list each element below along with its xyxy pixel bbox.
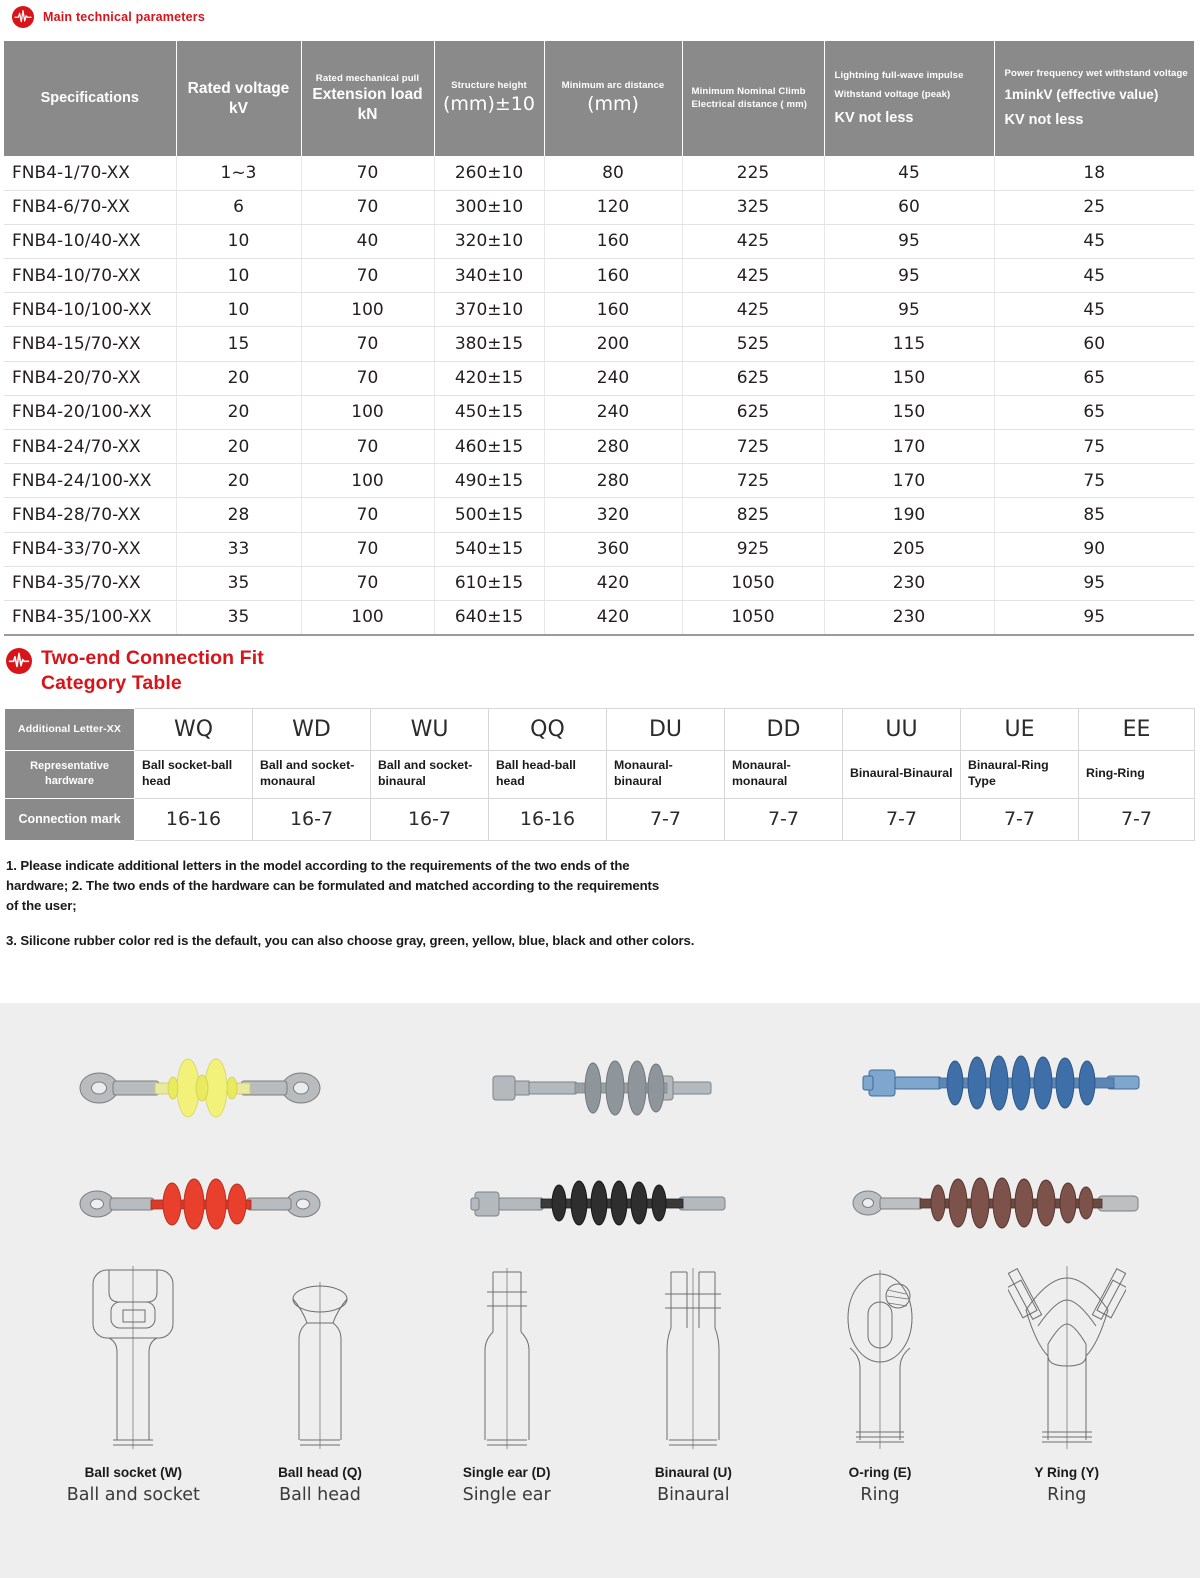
cell-value: 825 bbox=[682, 498, 824, 532]
col-header-rated-voltage-label: Rated voltage kV bbox=[187, 80, 290, 117]
cell-value: 525 bbox=[682, 327, 824, 361]
cell-value: 25 bbox=[994, 190, 1194, 224]
cell-value: 6 bbox=[176, 190, 301, 224]
cell-value: 15 bbox=[176, 327, 301, 361]
table-row bbox=[4, 395, 1194, 429]
col-header-power-frequency-sub2: 1minkV (effective value) bbox=[1004, 87, 1159, 103]
cell-value: 100 bbox=[301, 464, 434, 498]
cell-value: 70 bbox=[301, 361, 434, 395]
conn-hardware-cell: Binaural-Binaural bbox=[843, 750, 961, 798]
cell-value: 320 bbox=[544, 498, 682, 532]
cell-value: 425 bbox=[682, 293, 824, 327]
cell-value: 150 bbox=[824, 395, 994, 429]
cell-value: 280 bbox=[544, 464, 682, 498]
col-header-extension-load-label: Extension load kN bbox=[312, 86, 423, 123]
fitting-label-bold-0: Ball socket (W) bbox=[84, 1465, 183, 1480]
connection-fit-title bbox=[41, 646, 264, 696]
cell-value: 340±10 bbox=[434, 259, 544, 293]
cell-value: 925 bbox=[682, 532, 824, 566]
note-item-1: 1. Please indicate additional letters in the model according to the requirements of the two ends of the hardware; 2. The two ends of the hardware can be formulated and matched according to the requirements of the user; bbox=[6, 857, 660, 913]
cell-value: 70 bbox=[301, 566, 434, 600]
cell-value: 625 bbox=[682, 395, 824, 429]
fitting-label-bold-5: Y Ring (Y) bbox=[1034, 1465, 1100, 1480]
cell-specification: FNB4-15/70-XX bbox=[4, 327, 176, 361]
cell-value: 320±10 bbox=[434, 224, 544, 258]
cell-value: 1~3 bbox=[176, 156, 301, 190]
brand-pulse-logo-icon-secondary bbox=[6, 648, 32, 674]
cell-value: 70 bbox=[301, 532, 434, 566]
conn-row-label-hardware: Representative hardware bbox=[5, 750, 135, 798]
fitting-ball-head bbox=[227, 1259, 414, 1505]
cell-value: 150 bbox=[824, 361, 994, 395]
fitting-y-ring bbox=[973, 1259, 1160, 1505]
conn-mark-cell: 16-16 bbox=[489, 798, 607, 840]
cell-specification: FNB4-24/100-XX bbox=[4, 464, 176, 498]
cell-value: 20 bbox=[176, 361, 301, 395]
table-row bbox=[4, 293, 1194, 327]
conn-hardware-cell: Binaural-Ring Type bbox=[961, 750, 1079, 798]
cell-value: 640±15 bbox=[434, 600, 544, 634]
table-row bbox=[4, 156, 1194, 190]
conn-hardware-cell: Monaural-binaural bbox=[607, 750, 725, 798]
col-header-specifications-label: Specifications bbox=[40, 90, 139, 107]
conn-hardware-cell: Ring-Ring bbox=[1079, 750, 1195, 798]
cell-value: 420±15 bbox=[434, 361, 544, 395]
conn-hardware-cell: Ball socket-ball head bbox=[135, 750, 253, 798]
cell-specification: FNB4-28/70-XX bbox=[4, 498, 176, 532]
col-header-specifications bbox=[4, 41, 176, 156]
cell-specification: FNB4-10/40-XX bbox=[4, 224, 176, 258]
product-gallery bbox=[0, 1003, 1200, 1578]
cell-value: 35 bbox=[176, 566, 301, 600]
cell-value: 33 bbox=[176, 532, 301, 566]
ball-head-drawing-icon bbox=[266, 1259, 374, 1449]
conn-hardware-cell: Ball head-ball head bbox=[489, 750, 607, 798]
y-ring-drawing-icon bbox=[1008, 1259, 1126, 1449]
ball-socket-drawing-icon bbox=[79, 1259, 187, 1449]
col-header-power-frequency-sub: Power frequency wet withstand voltage bbox=[1004, 67, 1188, 79]
product-photo-blue-insulator bbox=[800, 1003, 1200, 1141]
col-header-power-frequency bbox=[994, 41, 1194, 156]
cell-value: 1050 bbox=[682, 600, 824, 634]
col-header-lightning-impulse-sub: Lightning full-wave impulse bbox=[834, 69, 964, 81]
cell-value: 460±15 bbox=[434, 430, 544, 464]
cell-value: 20 bbox=[176, 464, 301, 498]
cell-value: 70 bbox=[301, 430, 434, 464]
o-ring-drawing-icon bbox=[826, 1259, 934, 1449]
col-header-arc-distance-unit: (mm) bbox=[587, 92, 639, 115]
col-header-lightning-impulse bbox=[824, 41, 994, 156]
product-photo-black-insulator bbox=[400, 1141, 800, 1259]
conn-mark-cell: 16-16 bbox=[135, 798, 253, 840]
cell-specification: FNB4-35/100-XX bbox=[4, 600, 176, 634]
product-photo-row-top bbox=[0, 1003, 1200, 1141]
col-header-structure-height-unit: (mm)±10 bbox=[443, 92, 535, 115]
cell-value: 40 bbox=[301, 224, 434, 258]
cell-value: 160 bbox=[544, 259, 682, 293]
connection-fit-table bbox=[4, 708, 1195, 841]
product-photo-brown-insulator bbox=[800, 1141, 1200, 1259]
cell-value: 625 bbox=[682, 361, 824, 395]
cell-value: 360 bbox=[544, 532, 682, 566]
cell-value: 10 bbox=[176, 259, 301, 293]
cell-value: 380±15 bbox=[434, 327, 544, 361]
table-row bbox=[4, 566, 1194, 600]
table-row bbox=[4, 224, 1194, 258]
conn-row-mark bbox=[5, 798, 1195, 840]
col-header-lightning-impulse-label: KV not less bbox=[834, 109, 914, 126]
connection-fit-title-line2: Category Table bbox=[41, 671, 182, 694]
cell-value: 200 bbox=[544, 327, 682, 361]
cell-value: 18 bbox=[994, 156, 1194, 190]
cell-value: 70 bbox=[301, 190, 434, 224]
cell-value: 100 bbox=[301, 395, 434, 429]
cell-value: 170 bbox=[824, 430, 994, 464]
product-photo-yellow-insulator bbox=[0, 1003, 400, 1141]
conn-letter-cell: DU bbox=[607, 708, 725, 750]
product-photo-gray-insulator bbox=[400, 1003, 800, 1141]
cell-specification: FNB4-1/70-XX bbox=[4, 156, 176, 190]
conn-mark-cell: 7-7 bbox=[725, 798, 843, 840]
cell-value: 725 bbox=[682, 430, 824, 464]
cell-value: 90 bbox=[994, 532, 1194, 566]
col-header-arc-distance bbox=[544, 41, 682, 156]
conn-hardware-cell: Monaural-monaural bbox=[725, 750, 843, 798]
connection-fit-title-line1: Two-end Connection Fit bbox=[41, 646, 264, 669]
fitting-label-regular-5: Ring bbox=[1047, 1485, 1087, 1505]
cell-value: 420 bbox=[544, 566, 682, 600]
col-header-extension-load-sub: Rated mechanical pull bbox=[315, 72, 420, 84]
table-row bbox=[4, 190, 1194, 224]
cell-value: 490±15 bbox=[434, 464, 544, 498]
conn-mark-cell: 7-7 bbox=[843, 798, 961, 840]
technical-parameters-table bbox=[4, 41, 1194, 636]
cell-value: 225 bbox=[682, 156, 824, 190]
cell-value: 420 bbox=[544, 600, 682, 634]
conn-row-label-letter: Additional Letter-XX bbox=[5, 708, 135, 750]
cell-value: 28 bbox=[176, 498, 301, 532]
cell-value: 10 bbox=[176, 293, 301, 327]
fitting-o-ring bbox=[787, 1259, 974, 1505]
cell-value: 240 bbox=[544, 395, 682, 429]
cell-value: 70 bbox=[301, 259, 434, 293]
cell-value: 230 bbox=[824, 566, 994, 600]
table-row bbox=[4, 532, 1194, 566]
col-header-creepage-distance-label: Minimum Nominal Climb Electrical distance ( mm) bbox=[691, 86, 808, 110]
cell-value: 20 bbox=[176, 395, 301, 429]
table-header-row bbox=[4, 41, 1194, 156]
cell-specification: FNB4-33/70-XX bbox=[4, 532, 176, 566]
col-header-arc-distance-sub: Minimum arc distance bbox=[561, 80, 665, 92]
cell-value: 65 bbox=[994, 395, 1194, 429]
binaural-drawing-icon bbox=[639, 1259, 747, 1449]
fitting-label-regular-3: Binaural bbox=[657, 1485, 730, 1505]
cell-value: 540±15 bbox=[434, 532, 544, 566]
fitting-label-regular-1: Ball head bbox=[279, 1485, 361, 1505]
col-header-creepage-distance bbox=[682, 41, 824, 156]
cell-value: 425 bbox=[682, 259, 824, 293]
conn-hardware-cell: Ball and socket-monaural bbox=[253, 750, 371, 798]
main-parameters-heading bbox=[0, 0, 1200, 28]
table-row bbox=[4, 498, 1194, 532]
cell-specification: FNB4-20/70-XX bbox=[4, 361, 176, 395]
cell-value: 95 bbox=[824, 293, 994, 327]
cell-value: 160 bbox=[544, 224, 682, 258]
cell-value: 100 bbox=[301, 293, 434, 327]
main-parameters-title: Main technical parameters bbox=[43, 10, 206, 24]
cell-value: 45 bbox=[994, 259, 1194, 293]
fitting-single-ear bbox=[413, 1259, 600, 1505]
fitting-label-regular-4: Ring bbox=[860, 1485, 900, 1505]
table-row bbox=[4, 259, 1194, 293]
fitting-ball-socket bbox=[40, 1259, 227, 1505]
brand-pulse-logo-icon bbox=[12, 6, 34, 28]
conn-row-letter bbox=[5, 708, 1195, 750]
cell-specification: FNB4-24/70-XX bbox=[4, 430, 176, 464]
conn-letter-cell: WQ bbox=[135, 708, 253, 750]
cell-value: 85 bbox=[994, 498, 1194, 532]
cell-value: 45 bbox=[824, 156, 994, 190]
fitting-label-bold-2: Single ear (D) bbox=[462, 1465, 551, 1480]
cell-value: 1050 bbox=[682, 566, 824, 600]
cell-value: 70 bbox=[301, 498, 434, 532]
conn-letter-cell: WU bbox=[371, 708, 489, 750]
conn-hardware-cell: Ball and socket-binaural bbox=[371, 750, 489, 798]
cell-specification: FNB4-20/100-XX bbox=[4, 395, 176, 429]
cell-value: 20 bbox=[176, 430, 301, 464]
conn-letter-cell: QQ bbox=[489, 708, 607, 750]
cell-value: 95 bbox=[824, 259, 994, 293]
fitting-binaural bbox=[600, 1259, 787, 1505]
conn-letter-cell: UE bbox=[961, 708, 1079, 750]
cell-specification: FNB4-10/100-XX bbox=[4, 293, 176, 327]
cell-value: 725 bbox=[682, 464, 824, 498]
conn-row-hardware bbox=[5, 750, 1195, 798]
col-header-structure-height bbox=[434, 41, 544, 156]
product-photo-red-insulator bbox=[0, 1141, 400, 1259]
fitting-label-bold-1: Ball head (Q) bbox=[278, 1465, 362, 1480]
col-header-rated-voltage bbox=[176, 41, 301, 156]
cell-value: 425 bbox=[682, 224, 824, 258]
cell-value: 100 bbox=[301, 600, 434, 634]
spec-table-body bbox=[4, 156, 1194, 635]
cell-value: 610±15 bbox=[434, 566, 544, 600]
cell-value: 10 bbox=[176, 224, 301, 258]
single-ear-drawing-icon bbox=[453, 1259, 561, 1449]
cell-value: 205 bbox=[824, 532, 994, 566]
fitting-label-bold-3: Binaural (U) bbox=[654, 1465, 732, 1480]
conn-letter-cell: WD bbox=[253, 708, 371, 750]
col-header-lightning-impulse-sub2: Withstand voltage (peak) bbox=[834, 89, 951, 101]
conn-letter-cell: EE bbox=[1079, 708, 1195, 750]
cell-value: 280 bbox=[544, 430, 682, 464]
cell-value: 500±15 bbox=[434, 498, 544, 532]
cell-value: 120 bbox=[544, 190, 682, 224]
conn-mark-cell: 7-7 bbox=[607, 798, 725, 840]
cell-value: 70 bbox=[301, 156, 434, 190]
table-row bbox=[4, 464, 1194, 498]
conn-letter-cell: DD bbox=[725, 708, 843, 750]
conn-mark-cell: 7-7 bbox=[1079, 798, 1195, 840]
note-item-2: 3. Silicone rubber color red is the default, you can also choose gray, green, yellow, blue, black and other colors. bbox=[6, 932, 695, 948]
cell-value: 60 bbox=[994, 327, 1194, 361]
cell-value: 95 bbox=[824, 224, 994, 258]
cell-value: 230 bbox=[824, 600, 994, 634]
cell-value: 65 bbox=[994, 361, 1194, 395]
cell-value: 60 bbox=[824, 190, 994, 224]
cell-value: 70 bbox=[301, 327, 434, 361]
cell-value: 45 bbox=[994, 224, 1194, 258]
cell-value: 370±10 bbox=[434, 293, 544, 327]
cell-value: 240 bbox=[544, 361, 682, 395]
cell-value: 260±10 bbox=[434, 156, 544, 190]
fitting-drawings-row bbox=[0, 1259, 1200, 1505]
cell-value: 75 bbox=[994, 464, 1194, 498]
cell-value: 45 bbox=[994, 293, 1194, 327]
cell-value: 450±15 bbox=[434, 395, 544, 429]
fitting-label-regular-2: Single ear bbox=[462, 1485, 551, 1505]
cell-value: 325 bbox=[682, 190, 824, 224]
conn-row-label-mark: Connection mark bbox=[5, 798, 135, 840]
cell-value: 115 bbox=[824, 327, 994, 361]
table-row bbox=[4, 327, 1194, 361]
table-row bbox=[4, 361, 1194, 395]
cell-value: 75 bbox=[994, 430, 1194, 464]
cell-value: 35 bbox=[176, 600, 301, 634]
fitting-label-bold-4: O-ring (E) bbox=[848, 1465, 912, 1480]
cell-value: 170 bbox=[824, 464, 994, 498]
cell-value: 95 bbox=[994, 566, 1194, 600]
col-header-power-frequency-label: KV not less bbox=[1004, 112, 1084, 129]
connection-fit-heading bbox=[0, 636, 1200, 696]
conn-mark-cell: 16-7 bbox=[253, 798, 371, 840]
table-row bbox=[4, 430, 1194, 464]
cell-value: 95 bbox=[994, 600, 1194, 634]
conn-letter-cell: UU bbox=[843, 708, 961, 750]
cell-specification: FNB4-6/70-XX bbox=[4, 190, 176, 224]
product-photo-row-bottom bbox=[0, 1141, 1200, 1259]
table-row bbox=[4, 600, 1194, 634]
notes-block bbox=[6, 856, 1200, 951]
cell-specification: FNB4-10/70-XX bbox=[4, 259, 176, 293]
cell-value: 190 bbox=[824, 498, 994, 532]
conn-mark-cell: 7-7 bbox=[961, 798, 1079, 840]
fitting-label-regular-0: Ball and socket bbox=[66, 1485, 200, 1505]
cell-value: 300±10 bbox=[434, 190, 544, 224]
col-header-extension-load bbox=[301, 41, 434, 156]
cell-value: 80 bbox=[544, 156, 682, 190]
cell-value: 160 bbox=[544, 293, 682, 327]
cell-specification: FNB4-35/70-XX bbox=[4, 566, 176, 600]
col-header-structure-height-sub: Structure height bbox=[451, 80, 527, 92]
conn-mark-cell: 16-7 bbox=[371, 798, 489, 840]
